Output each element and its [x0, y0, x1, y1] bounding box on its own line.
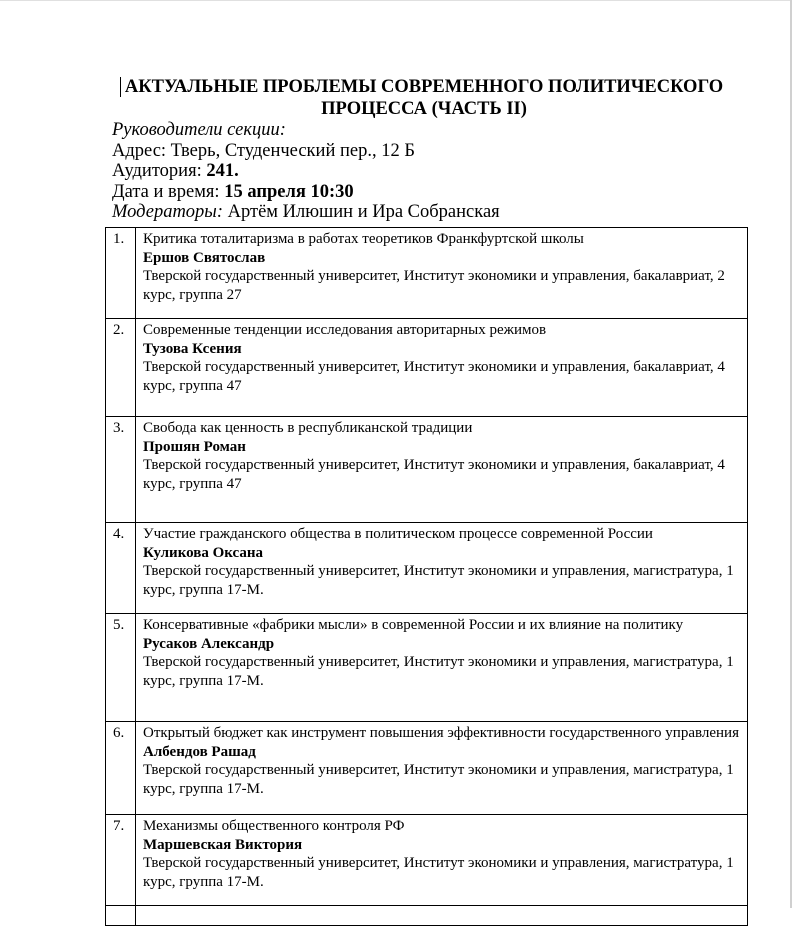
table-row	[106, 722, 748, 815]
room-label: Аудитория:	[112, 161, 202, 181]
talk-number: 1.	[106, 228, 136, 319]
talk-topic: Открытый бюджет как инструмент повышения эффективности государственного управления	[143, 725, 739, 741]
talk-affiliation: Тверской государственный университет, Институт экономики и управления, бакалавриат, 2 курс, группа 27	[143, 268, 725, 303]
room-line	[112, 161, 500, 182]
talk-affiliation: Тверской государственный университет, Институт экономики и управления, магистратура, 1 курс, группа 17-М.	[143, 654, 734, 689]
table-row	[106, 523, 748, 614]
talk-author: Прошян Роман	[143, 438, 246, 455]
talk-cell	[136, 228, 748, 319]
talk-affiliation: Тверской государственный университет, Институт экономики и управления, бакалавриат, 4 курс, группа 47	[143, 457, 725, 492]
talk-topic: Свобода как ценность в республиканской традиции	[143, 420, 473, 436]
talk-cell	[136, 614, 748, 722]
talk-topic: Современные тенденции исследования авторитарных режимов	[143, 322, 547, 338]
talk-author: Тузова Ксения	[143, 340, 242, 357]
talk-topic: Механизмы общественного контроля РФ	[143, 818, 405, 834]
talk-cell	[136, 906, 748, 926]
room-value: 241.	[206, 161, 239, 181]
address-label: Адрес:	[112, 140, 167, 161]
datetime-line	[112, 182, 500, 203]
table-row	[106, 815, 748, 906]
table-row	[106, 417, 748, 523]
talk-topic: Участие гражданского общества в политическом процессе современной России	[143, 526, 653, 542]
address-line	[112, 141, 500, 162]
moderators-label: Модераторы:	[112, 202, 223, 222]
talk-number: 2.	[106, 319, 136, 417]
talk-affiliation: Тверской государственный университет, Институт экономики и управления, магистратура, 1 курс, группа 17-М.	[143, 762, 734, 797]
talk-affiliation: Тверской государственный университет, Институт экономики и управления, бакалавриат, 4 курс, группа 47	[143, 359, 725, 394]
talk-affiliation: Тверской государственный университет, Институт экономики и управления, магистратура, 1 курс, группа 17-М.	[143, 855, 734, 890]
talk-author: Маршевская Виктория	[143, 836, 303, 853]
talk-cell	[136, 523, 748, 614]
page-edge	[0, 0, 792, 1]
talk-number: 5.	[106, 614, 136, 722]
talk-author: Русаков Александр	[143, 635, 275, 652]
talk-number	[106, 906, 136, 926]
talk-author: Ершов Святослав	[143, 249, 266, 266]
talk-affiliation: Тверской государственный университет, Институт экономики и управления, магистратура, 1 курс, группа 17-М.	[143, 563, 734, 598]
talk-cell	[136, 319, 748, 417]
talk-number: 3.	[106, 417, 136, 523]
talk-number: 7.	[106, 815, 136, 906]
talk-number: 4.	[106, 523, 136, 614]
talk-author: Албендов Рашад	[143, 743, 256, 760]
table-row	[106, 614, 748, 722]
datetime-value: 15 апреля 10:30	[224, 181, 354, 202]
datetime-label: Дата и время:	[112, 181, 220, 202]
section-info	[112, 120, 500, 223]
talk-topic: Критика тоталитаризма в работах теоретиков Франкфуртской школы	[143, 231, 584, 247]
talk-author: Куликова Оксана	[143, 544, 264, 561]
talk-cell	[136, 815, 748, 906]
table-row	[106, 319, 748, 417]
address-value: Тверь, Студенческий пер., 12 Б	[170, 140, 415, 161]
table-row	[106, 228, 748, 319]
talk-topic: Консервативные «фабрики мысли» в современной России и их влияние на политику	[143, 617, 684, 633]
section-heads-label: Руководители секции:	[112, 120, 286, 140]
talk-cell	[136, 417, 748, 523]
section-heads-line	[112, 120, 500, 141]
moderators-value: Артём Илюшин и Ира Собранская	[227, 202, 500, 222]
moderators-line	[112, 202, 500, 223]
talk-number: 6.	[106, 722, 136, 815]
talks-table	[105, 227, 748, 926]
document-title: АКТУАЛЬНЫЕ ПРОБЛЕМЫ СОВРЕМЕННОГО ПОЛИТИЧЕСКОГО ПРОЦЕССА (ЧАСТЬ II)	[124, 77, 724, 119]
table-row	[106, 906, 748, 926]
talk-cell	[136, 722, 748, 815]
